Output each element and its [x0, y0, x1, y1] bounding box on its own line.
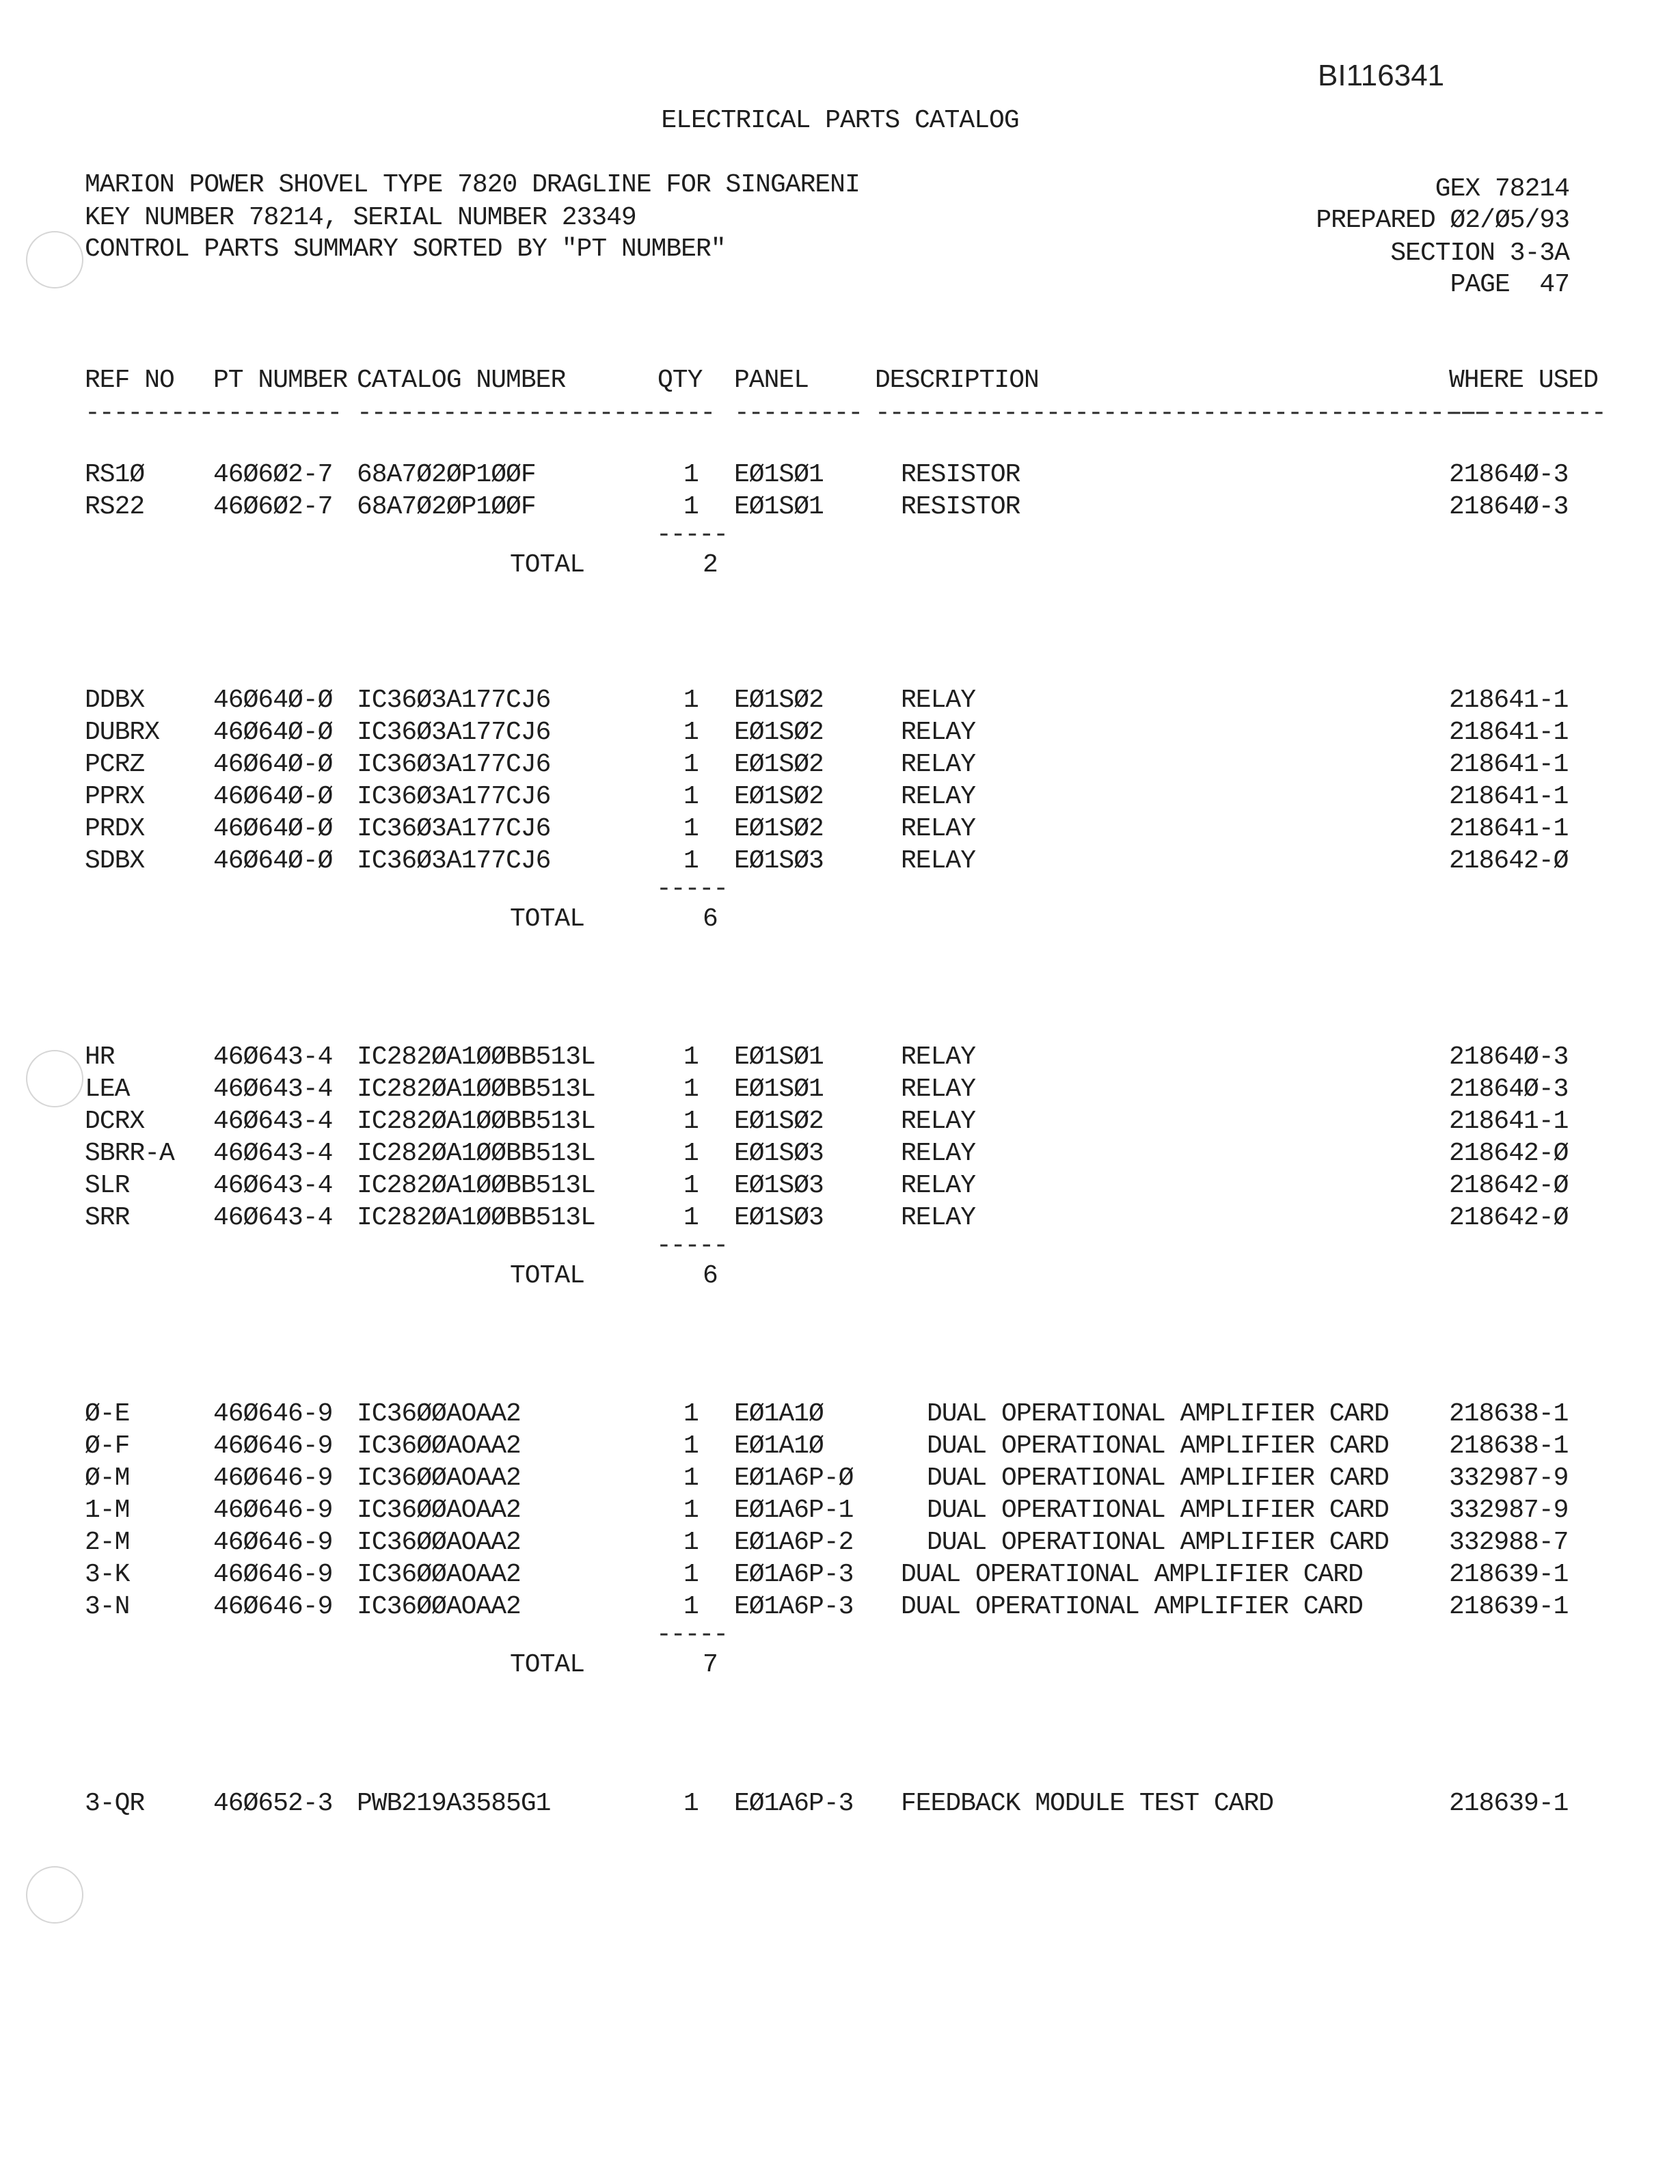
cell-catalog-number: PWB219A3585G1 — [357, 1789, 551, 1818]
col-qty: QTY — [658, 366, 703, 395]
cell-qty: 1 — [683, 846, 699, 876]
cell-where-used: 218642-Ø — [1449, 846, 1569, 876]
cell-pt-number: 46Ø652-3 — [213, 1789, 333, 1818]
cell-description: RELAY — [901, 718, 976, 747]
cell-pt-number: 46Ø64Ø-Ø — [213, 750, 333, 779]
total-label: TOTAL — [510, 1261, 585, 1291]
total-label: TOTAL — [510, 550, 585, 580]
cell-where-used: 218638-1 — [1449, 1431, 1569, 1461]
cell-catalog-number: IC36ØØAOAA2 — [357, 1496, 521, 1525]
cell-where-used: 218642-Ø — [1449, 1203, 1569, 1232]
total-rule: ----- — [656, 1620, 728, 1649]
cell-qty: 1 — [683, 750, 699, 779]
cell-ref-no: 2-M — [85, 1528, 130, 1557]
cell-where-used: 21864Ø-3 — [1449, 1042, 1569, 1072]
cell-ref-no: 3-K — [85, 1560, 130, 1589]
cell-description: RELAY — [901, 846, 976, 876]
cell-panel: EØ1SØ1 — [734, 492, 824, 522]
cell-where-used: 218642-Ø — [1449, 1139, 1569, 1168]
cell-panel: EØ1A6P-3 — [734, 1560, 854, 1589]
total-value: 2 — [703, 550, 718, 580]
document-id: BI116341 — [1318, 59, 1445, 92]
cell-qty: 1 — [683, 1107, 699, 1136]
cell-pt-number: 46Ø64Ø-Ø — [213, 846, 333, 876]
cell-ref-no: SLR — [85, 1171, 130, 1200]
cell-panel: EØ1A1Ø — [734, 1431, 824, 1461]
cell-ref-no: PPRX — [85, 782, 145, 811]
cell-description: FEEDBACK MODULE TEST CARD — [901, 1789, 1274, 1818]
cell-catalog-number: IC36ØØAOAA2 — [357, 1464, 521, 1493]
cell-qty: 1 — [683, 1171, 699, 1200]
cell-ref-no: 1-M — [85, 1496, 130, 1525]
cell-description: RELAY — [901, 1042, 976, 1072]
cell-description: DUAL OPERATIONAL AMPLIFIER CARD — [927, 1464, 1389, 1493]
cell-catalog-number: IC36ØØAOAA2 — [357, 1528, 521, 1557]
cell-pt-number: 46Ø6Ø2-7 — [213, 492, 333, 522]
total-value: 6 — [703, 1261, 718, 1291]
cell-description: DUAL OPERATIONAL AMPLIFIER CARD — [901, 1592, 1363, 1621]
total-value: 6 — [703, 904, 718, 934]
cell-pt-number: 46Ø646-9 — [213, 1464, 333, 1493]
cell-panel: EØ1A6P-3 — [734, 1592, 854, 1621]
total-value: 7 — [703, 1650, 718, 1680]
cell-qty: 1 — [683, 814, 699, 844]
cell-panel: EØ1SØ1 — [734, 460, 824, 489]
cell-ref-no: DCRX — [85, 1107, 145, 1136]
cell-ref-no: Ø-E — [85, 1399, 130, 1429]
cell-panel: EØ1A6P-2 — [734, 1528, 854, 1557]
cell-catalog-number: IC36ØØAOAA2 — [357, 1560, 521, 1589]
cell-where-used: 218639-1 — [1449, 1789, 1569, 1818]
cell-description: RELAY — [901, 1075, 976, 1104]
cell-pt-number: 46Ø643-4 — [213, 1107, 333, 1136]
punch-hole — [26, 1050, 83, 1107]
cell-panel: EØ1A6P-1 — [734, 1496, 854, 1525]
cell-catalog-number: IC282ØA1ØØBB513L — [357, 1139, 595, 1168]
cell-pt-number: 46Ø646-9 — [213, 1528, 333, 1557]
cell-ref-no: 3-QR — [85, 1789, 145, 1818]
cell-panel: EØ1SØ2 — [734, 1107, 824, 1136]
cell-qty: 1 — [683, 1399, 699, 1429]
header-right-line: PREPARED Ø2/Ø5/93 — [1316, 206, 1569, 235]
cell-description: RELAY — [901, 814, 976, 844]
cell-description: RELAY — [901, 686, 976, 715]
cell-catalog-number: IC36Ø3A177CJ6 — [357, 782, 551, 811]
header-left-line: KEY NUMBER 78214, SERIAL NUMBER 23349 — [85, 203, 636, 232]
cell-ref-no: LEA — [85, 1075, 130, 1104]
cell-catalog-number: 68A7Ø2ØP1ØØF — [357, 460, 536, 489]
cell-where-used: 218641-1 — [1449, 1107, 1569, 1136]
cell-catalog-number: IC282ØA1ØØBB513L — [357, 1075, 595, 1104]
cell-ref-no: 3-N — [85, 1592, 130, 1621]
cell-panel: EØ1SØ3 — [734, 846, 824, 876]
cell-pt-number: 46Ø646-9 — [213, 1399, 333, 1429]
cell-catalog-number: IC36ØØAOAA2 — [357, 1431, 521, 1461]
cell-catalog-number: 68A7Ø2ØP1ØØF — [357, 492, 536, 522]
cell-pt-number: 46Ø643-4 — [213, 1203, 333, 1232]
cell-ref-no: SBRR-A — [85, 1139, 174, 1168]
cell-qty: 1 — [683, 1789, 699, 1818]
punch-hole — [26, 231, 83, 288]
col-underline: ------------------------------------------- — [875, 399, 1487, 428]
cell-description: RELAY — [901, 1139, 976, 1168]
cell-where-used: 21864Ø-3 — [1449, 1075, 1569, 1104]
cell-qty: 1 — [683, 460, 699, 489]
cell-ref-no: DDBX — [85, 686, 145, 715]
col-where-used: WHERE USED — [1449, 366, 1599, 395]
cell-panel: EØ1SØ2 — [734, 686, 824, 715]
cell-where-used: 218641-1 — [1449, 782, 1569, 811]
cell-pt-number: 46Ø646-9 — [213, 1592, 333, 1621]
total-rule: ----- — [656, 874, 728, 904]
cell-panel: EØ1SØ2 — [734, 750, 824, 779]
catalog-title: ELECTRICAL PARTS CATALOG — [661, 106, 1019, 135]
cell-description: RELAY — [901, 1107, 976, 1136]
cell-description: RELAY — [901, 1203, 976, 1232]
cell-where-used: 332988-7 — [1449, 1528, 1569, 1557]
col-pt-number: PT NUMBER — [213, 366, 348, 395]
col-underline: --------- — [85, 399, 213, 428]
cell-description: RELAY — [901, 782, 976, 811]
header-left-line: CONTROL PARTS SUMMARY SORTED BY "PT NUMBER" — [85, 234, 726, 264]
cell-ref-no: RS22 — [85, 492, 145, 522]
cell-qty: 1 — [683, 1464, 699, 1493]
cell-pt-number: 46Ø643-4 — [213, 1171, 333, 1200]
cell-description: RELAY — [901, 750, 976, 779]
cell-panel: EØ1SØ2 — [734, 814, 824, 844]
cell-ref-no: RS1Ø — [85, 460, 145, 489]
cell-qty: 1 — [683, 1528, 699, 1557]
cell-where-used: 218641-1 — [1449, 750, 1569, 779]
cell-qty: 1 — [683, 1560, 699, 1589]
cell-qty: 1 — [683, 718, 699, 747]
header-left-line: MARION POWER SHOVEL TYPE 7820 DRAGLINE FOR SINGARENI — [85, 170, 860, 200]
cell-where-used: 218641-1 — [1449, 686, 1569, 715]
total-rule: ----- — [656, 520, 728, 550]
col-description: DESCRIPTION — [875, 366, 1039, 395]
cell-panel: EØ1SØ2 — [734, 718, 824, 747]
cell-where-used: 218638-1 — [1449, 1399, 1569, 1429]
cell-where-used: 332987-9 — [1449, 1496, 1569, 1525]
cell-pt-number: 46Ø646-9 — [213, 1496, 333, 1525]
cell-qty: 1 — [683, 782, 699, 811]
cell-where-used: 21864Ø-3 — [1449, 492, 1569, 522]
cell-qty: 1 — [683, 686, 699, 715]
total-rule: ----- — [656, 1231, 728, 1260]
cell-panel: EØ1SØ3 — [734, 1139, 824, 1168]
col-underline: ---- — [658, 399, 715, 428]
col-underline: ---------------------- — [357, 399, 670, 428]
cell-qty: 1 — [683, 492, 699, 522]
cell-qty: 1 — [683, 1042, 699, 1072]
cell-qty: 1 — [683, 1592, 699, 1621]
cell-pt-number: 46Ø64Ø-Ø — [213, 814, 333, 844]
cell-catalog-number: IC36ØØAOAA2 — [357, 1592, 521, 1621]
cell-description: DUAL OPERATIONAL AMPLIFIER CARD — [927, 1496, 1389, 1525]
cell-panel: EØ1A6P-3 — [734, 1789, 854, 1818]
cell-catalog-number: IC36Ø3A177CJ6 — [357, 814, 551, 844]
cell-pt-number: 46Ø643-4 — [213, 1075, 333, 1104]
cell-description: RESISTOR — [901, 460, 1020, 489]
cell-ref-no: SDBX — [85, 846, 145, 876]
cell-description: DUAL OPERATIONAL AMPLIFIER CARD — [927, 1431, 1389, 1461]
total-label: TOTAL — [510, 904, 585, 934]
cell-where-used: 332987-9 — [1449, 1464, 1569, 1493]
cell-catalog-number: IC36ØØAOAA2 — [357, 1399, 521, 1429]
cell-where-used: 218642-Ø — [1449, 1171, 1569, 1200]
cell-pt-number: 46Ø64Ø-Ø — [213, 718, 333, 747]
cell-catalog-number: IC36Ø3A177CJ6 — [357, 718, 551, 747]
cell-description: DUAL OPERATIONAL AMPLIFIER CARD — [927, 1399, 1389, 1429]
header-right-line: GEX 78214 — [1435, 174, 1569, 204]
cell-panel: EØ1SØ3 — [734, 1203, 824, 1232]
cell-where-used: 218639-1 — [1449, 1592, 1569, 1621]
cell-where-used: 218639-1 — [1449, 1560, 1569, 1589]
cell-catalog-number: IC282ØA1ØØBB513L — [357, 1171, 595, 1200]
cell-qty: 1 — [683, 1496, 699, 1525]
cell-panel: EØ1SØ1 — [734, 1075, 824, 1104]
cell-qty: 1 — [683, 1203, 699, 1232]
col-ref-no: REF NO — [85, 366, 174, 395]
cell-ref-no: PRDX — [85, 814, 145, 844]
cell-description: DUAL OPERATIONAL AMPLIFIER CARD — [901, 1560, 1363, 1589]
cell-description: RESISTOR — [901, 492, 1020, 522]
cell-pt-number: 46Ø646-9 — [213, 1560, 333, 1589]
col-panel: PANEL — [734, 366, 809, 395]
cell-catalog-number: IC282ØA1ØØBB513L — [357, 1203, 595, 1232]
cell-pt-number: 46Ø643-4 — [213, 1139, 333, 1168]
header-right-line: SECTION 3-3A — [1390, 239, 1569, 268]
cell-panel: EØ1SØ1 — [734, 1042, 824, 1072]
cell-pt-number: 46Ø646-9 — [213, 1431, 333, 1461]
col-underline: ----------- — [1449, 399, 1606, 428]
cell-panel: EØ1SØ3 — [734, 1171, 824, 1200]
cell-pt-number: 46Ø64Ø-Ø — [213, 782, 333, 811]
cell-ref-no: Ø-F — [85, 1431, 130, 1461]
cell-catalog-number: IC282ØA1ØØBB513L — [357, 1042, 595, 1072]
total-label: TOTAL — [510, 1650, 585, 1680]
cell-ref-no: DUBRX — [85, 718, 160, 747]
cell-description: RELAY — [901, 1171, 976, 1200]
cell-where-used: 21864Ø-3 — [1449, 460, 1569, 489]
cell-description: DUAL OPERATIONAL AMPLIFIER CARD — [927, 1528, 1389, 1557]
cell-catalog-number: IC36Ø3A177CJ6 — [357, 846, 551, 876]
punch-hole — [26, 1866, 83, 1924]
cell-panel: EØ1A1Ø — [734, 1399, 824, 1429]
col-underline: --------- — [213, 399, 342, 428]
cell-qty: 1 — [683, 1075, 699, 1104]
cell-where-used: 218641-1 — [1449, 814, 1569, 844]
cell-catalog-number: IC36Ø3A177CJ6 — [357, 750, 551, 779]
cell-panel: EØ1SØ2 — [734, 782, 824, 811]
cell-panel: EØ1A6P-Ø — [734, 1464, 854, 1493]
cell-pt-number: 46Ø643-4 — [213, 1042, 333, 1072]
cell-qty: 1 — [683, 1431, 699, 1461]
cell-ref-no: SRR — [85, 1203, 130, 1232]
header-right-line: PAGE 47 — [1450, 270, 1569, 299]
cell-qty: 1 — [683, 1139, 699, 1168]
cell-ref-no: HR — [85, 1042, 115, 1072]
col-catalog-number: CATALOG NUMBER — [357, 366, 566, 395]
cell-pt-number: 46Ø6Ø2-7 — [213, 460, 333, 489]
cell-where-used: 218641-1 — [1449, 718, 1569, 747]
cell-ref-no: Ø-M — [85, 1464, 130, 1493]
cell-ref-no: PCRZ — [85, 750, 145, 779]
cell-pt-number: 46Ø64Ø-Ø — [213, 686, 333, 715]
cell-catalog-number: IC36Ø3A177CJ6 — [357, 686, 551, 715]
col-underline: --------- — [734, 399, 863, 428]
cell-catalog-number: IC282ØA1ØØBB513L — [357, 1107, 595, 1136]
